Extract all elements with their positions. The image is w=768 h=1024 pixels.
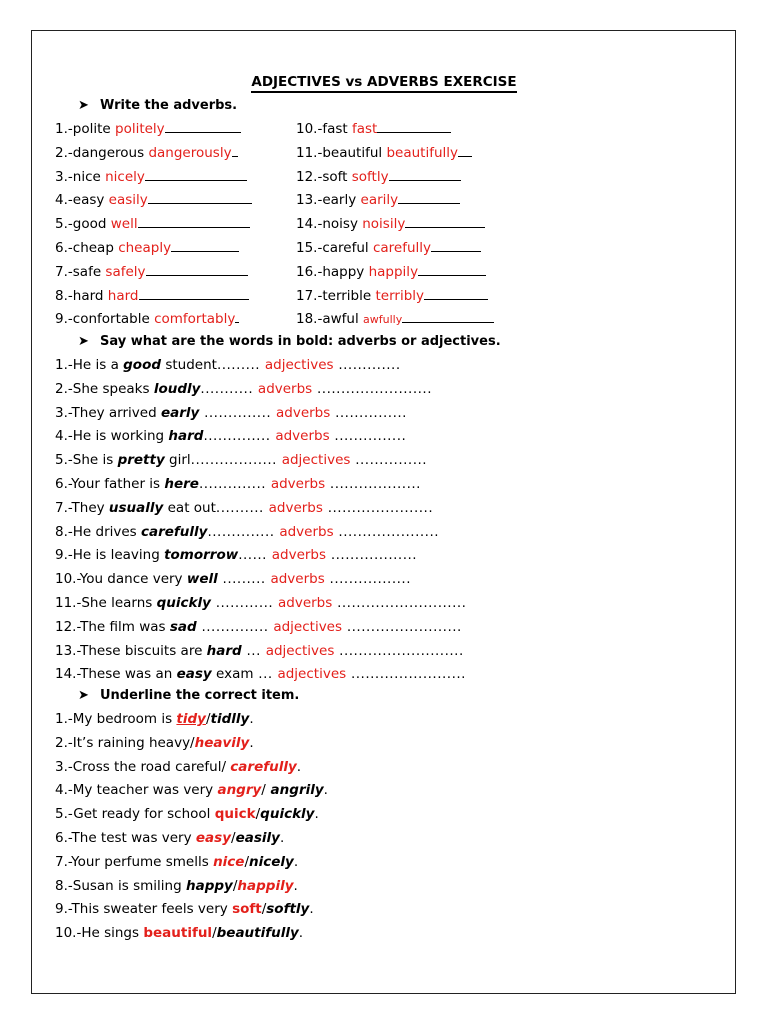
- answer-blank-line: [424, 288, 488, 300]
- underline-row: [55, 878, 298, 894]
- sentence-period: .: [323, 782, 328, 799]
- dotted-leader: ...........: [200, 380, 258, 397]
- sentence-period: .: [293, 877, 298, 894]
- option-b: softly: [266, 901, 310, 918]
- adverb-answer: carefully: [372, 240, 432, 256]
- bold-word: well: [186, 571, 218, 588]
- sentence-period: .: [249, 734, 254, 751]
- sentence-start: 9.-He is leaving: [55, 547, 165, 564]
- dotted-leader: ..............: [199, 404, 276, 421]
- option-b: angrily: [265, 782, 324, 799]
- classification-answer: adjectives: [265, 642, 335, 659]
- adverb-answer: awfully: [363, 313, 403, 327]
- item-number: 10.-: [296, 121, 323, 137]
- answer-blank-line: [377, 121, 451, 133]
- classification-answer: adjectives: [281, 452, 351, 469]
- dotted-leader: ...........................: [332, 595, 467, 611]
- adjective-word: nice: [72, 168, 106, 185]
- item-number: 17.-: [296, 287, 323, 304]
- classify-row: [55, 524, 439, 540]
- item-number: 15.-: [296, 240, 323, 256]
- option-a: tidy: [176, 711, 206, 727]
- classification-answer: adverbs: [257, 380, 313, 397]
- dotted-leader: .............: [333, 357, 401, 373]
- dotted-leader: ..........: [215, 499, 269, 516]
- item-number: 9.-: [55, 311, 73, 328]
- bold-word: hard: [206, 642, 242, 659]
- dotted-leader: .................: [324, 571, 411, 588]
- adverb-row: [55, 264, 248, 280]
- option-separator: /: [261, 901, 267, 918]
- option-b: happily: [237, 877, 294, 894]
- dotted-leader: ............: [210, 595, 278, 611]
- bold-word: easy: [176, 666, 212, 683]
- sentence-start: 2.-It’s raining heavy/: [55, 734, 195, 751]
- adverb-answer: cheaply: [118, 240, 172, 256]
- dotted-leader: ...................: [325, 476, 421, 492]
- dotted-leader: ..............: [203, 428, 276, 445]
- classify-row: [55, 357, 401, 373]
- adjective-word: awful: [322, 311, 364, 328]
- adverb-answer: noisily: [362, 216, 406, 233]
- classification-answer: adjectives: [277, 666, 347, 683]
- underline-row: [55, 806, 319, 822]
- adjective-word: safe: [72, 263, 106, 280]
- dotted-leader: ..............: [196, 618, 274, 635]
- classify-row: [55, 619, 462, 635]
- option-b: nicely: [249, 853, 294, 870]
- classify-row: [55, 500, 433, 516]
- item-number: 2.-: [55, 144, 73, 161]
- adjective-word: terrible: [322, 287, 376, 304]
- adverb-row: [55, 311, 239, 327]
- adverb-answer: earily: [360, 192, 399, 209]
- worksheet-title: ADJECTIVES vs ADVERBS EXERCISE: [0, 74, 768, 90]
- item-number: 8.-: [55, 287, 73, 304]
- sentence-end: student: [161, 357, 217, 373]
- sentence-start: 3.-Cross the road careful/: [55, 758, 231, 775]
- adverb-row: [296, 145, 472, 161]
- adverb-answer: terribly: [375, 287, 425, 304]
- sentence-period: .: [249, 711, 254, 727]
- answer-blank-line: [405, 216, 485, 228]
- item-number: 6.-: [55, 240, 73, 256]
- adverb-row: [296, 169, 461, 185]
- section3-heading: ➤ Underline the correct item.: [78, 688, 300, 703]
- adverb-row: [55, 192, 252, 208]
- sentence-end: girl: [164, 452, 191, 469]
- item-number: 5.-: [55, 216, 73, 233]
- classification-answer: adjectives: [264, 357, 334, 373]
- option-b: carefully: [230, 758, 297, 775]
- option-separator: /: [212, 925, 217, 942]
- option-a: soft: [232, 901, 262, 918]
- bold-word: pretty: [117, 452, 165, 469]
- item-number: 16.-: [296, 263, 323, 280]
- sentence-period: .: [293, 853, 299, 870]
- item-number: 18.-: [296, 311, 323, 328]
- dotted-leader: ........................: [312, 380, 433, 397]
- dotted-leader: ......: [238, 547, 272, 564]
- classify-row: [55, 547, 417, 563]
- dotted-leader: ..................: [190, 452, 282, 469]
- option-b: beautifully: [216, 925, 299, 942]
- classification-answer: adverbs: [270, 571, 325, 588]
- adverb-answer: nicely: [105, 168, 145, 185]
- answer-blank-line: [418, 264, 486, 276]
- dotted-leader: ........................: [342, 618, 462, 635]
- adverb-answer: fast: [352, 121, 378, 137]
- sentence-start: 11.-She learns: [55, 595, 157, 611]
- adverb-row: [296, 264, 486, 280]
- item-number: 3.-: [55, 168, 73, 185]
- adverb-row: [296, 288, 488, 304]
- arrow-bullet-icon: ➤: [78, 334, 89, 349]
- answer-blank-line: [389, 169, 461, 181]
- sentence-start: 1.-He is a: [55, 357, 124, 373]
- underline-row: [55, 854, 298, 870]
- adverb-answer: softly: [351, 168, 389, 185]
- adverb-row: [55, 288, 249, 304]
- sentence-start: 3.-They arrived: [55, 404, 161, 421]
- sentence-start: 8.-Susan is smiling: [55, 877, 186, 894]
- answer-blank-line: [458, 145, 472, 157]
- option-b: heavily: [194, 734, 250, 751]
- item-number: 11.-: [296, 144, 323, 161]
- sentence-start: 8.-He drives: [55, 523, 141, 540]
- classify-row: [55, 666, 466, 682]
- classification-answer: adjectives: [273, 618, 343, 635]
- adjective-word: careful: [322, 240, 373, 256]
- sentence-start: 4.-My teacher was very: [55, 782, 218, 799]
- sentence-start: 7.-Your perfume smells: [55, 853, 214, 870]
- bold-word: quickly: [156, 595, 211, 611]
- option-separator: /: [261, 782, 266, 799]
- option-a: easy: [195, 830, 232, 846]
- dotted-leader: .........: [217, 571, 271, 588]
- adjective-word: cheap: [72, 240, 119, 256]
- section2-heading: ➤ Say what are the words in bold: adverbs or adjectives.: [78, 334, 501, 349]
- underline-row: [55, 759, 301, 775]
- classification-answer: adverbs: [268, 499, 323, 516]
- item-number: 1.-: [55, 121, 73, 137]
- bold-word: here: [164, 476, 199, 492]
- adverb-row: [55, 240, 239, 256]
- sentence-start: 5.-Get ready for school: [55, 806, 215, 823]
- dotted-leader: ...: [253, 666, 278, 683]
- dotted-leader: ......................: [322, 499, 434, 516]
- sentence-start: 2.-She speaks: [55, 380, 154, 397]
- adverb-answer: hard: [107, 287, 139, 304]
- option-separator: /: [244, 853, 250, 870]
- option-b: easily: [235, 830, 280, 846]
- classify-row: [55, 381, 432, 397]
- bold-word: hard: [168, 428, 204, 445]
- sentence-end: eat out: [163, 499, 216, 516]
- sentence-period: .: [279, 830, 285, 846]
- answer-blank-line: [232, 145, 238, 157]
- sentence-start: 14.-These was an: [55, 666, 177, 683]
- option-a: nice: [213, 853, 245, 870]
- adjective-word: hard: [72, 287, 108, 304]
- dotted-leader: ..............: [207, 523, 280, 540]
- adjective-word: good: [72, 216, 111, 233]
- sentence-start: 10.-You dance very: [55, 571, 187, 588]
- underline-row: [55, 735, 254, 751]
- arrow-bullet-icon: ➤: [78, 688, 89, 703]
- answer-blank-line: [402, 311, 494, 323]
- underline-row: [55, 901, 314, 917]
- underline-row: [55, 711, 254, 727]
- adjective-word: dangerous: [72, 144, 149, 161]
- classify-row: [55, 405, 407, 421]
- sentence-end: exam: [211, 666, 254, 683]
- adjective-word: early: [322, 192, 361, 209]
- option-separator: /: [255, 806, 261, 823]
- classification-answer: adverbs: [275, 428, 330, 445]
- dotted-leader: ..............: [198, 476, 271, 492]
- bold-word: loudly: [153, 380, 201, 397]
- adjective-word: noisy: [322, 216, 363, 233]
- answer-blank-line: [235, 311, 239, 323]
- adverb-row: [296, 192, 460, 208]
- option-separator: /: [231, 830, 236, 846]
- bold-word: sad: [169, 618, 197, 635]
- adverb-answer: dangerously: [148, 144, 232, 161]
- adverb-row: [55, 145, 238, 161]
- adjective-word: easy: [72, 192, 109, 209]
- option-a: happy: [185, 877, 233, 894]
- adverb-answer: beautifully: [386, 144, 459, 161]
- adjective-word: confortable: [72, 311, 155, 328]
- dotted-leader: ...............: [330, 404, 407, 421]
- answer-blank-line: [171, 240, 239, 252]
- answer-blank-line: [431, 240, 481, 252]
- answer-blank-line: [146, 264, 248, 276]
- answer-blank-line: [138, 216, 250, 228]
- adverb-row: [296, 216, 485, 232]
- adverb-row: [55, 169, 247, 185]
- bold-word: good: [123, 357, 162, 373]
- sentence-start: 9.-This sweater feels very: [55, 901, 233, 918]
- adverb-answer: happily: [368, 263, 419, 280]
- classification-answer: adverbs: [279, 523, 334, 540]
- dotted-leader: ........................: [346, 666, 466, 683]
- sentence-start: 4.-He is working: [55, 428, 169, 445]
- dotted-leader: .....................: [333, 523, 440, 540]
- dotted-leader: ...............: [350, 452, 428, 469]
- item-number: 14.-: [296, 216, 323, 233]
- bold-word: usually: [108, 499, 164, 516]
- sentence-period: .: [309, 901, 314, 918]
- sentence-start: 13.-These biscuits are: [55, 642, 207, 659]
- sentence-start: 6.-The test was very: [55, 830, 196, 846]
- adverb-row: [296, 240, 481, 256]
- adverb-answer: easily: [108, 192, 148, 209]
- item-number: 13.-: [296, 192, 323, 209]
- adverb-answer: politely: [115, 121, 165, 137]
- dotted-leader: ..........................: [334, 642, 464, 659]
- adverb-answer: well: [110, 216, 138, 233]
- option-a: beautiful: [143, 925, 213, 942]
- underline-row: [55, 830, 284, 846]
- sentence-start: 6.-Your father is: [55, 476, 165, 492]
- item-number: 12.-: [296, 168, 323, 185]
- item-number: 7.-: [55, 263, 73, 280]
- adjective-word: polite: [72, 121, 115, 137]
- adjective-word: soft: [322, 168, 352, 185]
- option-separator: /: [205, 711, 211, 727]
- classify-row: [55, 428, 406, 444]
- adverb-row: [55, 216, 250, 232]
- option-separator: /: [232, 877, 238, 894]
- item-number: 4.-: [55, 192, 73, 209]
- adverb-row: [296, 311, 494, 328]
- sentence-period: .: [296, 758, 302, 775]
- adjective-word: fast: [322, 121, 352, 137]
- dotted-leader: ..................: [326, 547, 418, 564]
- classification-answer: adverbs: [277, 595, 333, 611]
- classify-row: [55, 595, 466, 611]
- sentence-start: 7.-They: [55, 499, 109, 516]
- option-a: angry: [217, 782, 262, 799]
- option-b: tidlly: [210, 711, 250, 727]
- option-b: quickly: [260, 806, 315, 823]
- classification-answer: adverbs: [271, 547, 327, 564]
- dotted-leader: ...............: [329, 428, 407, 445]
- underline-row: [55, 782, 328, 798]
- adjective-word: beautiful: [322, 144, 387, 161]
- classification-answer: adverbs: [275, 404, 331, 421]
- classify-row: [55, 643, 464, 659]
- answer-blank-line: [398, 192, 460, 204]
- adverb-answer: comfortably: [154, 311, 236, 328]
- bold-word: early: [160, 404, 200, 421]
- answer-blank-line: [145, 169, 247, 181]
- classification-answer: adverbs: [270, 476, 326, 492]
- classify-row: [55, 571, 411, 587]
- sentence-period: .: [298, 925, 304, 942]
- underline-row: [55, 925, 303, 941]
- arrow-bullet-icon: ➤: [78, 98, 89, 113]
- dotted-leader: .........: [216, 357, 265, 373]
- adverb-answer: safely: [105, 263, 146, 280]
- adjective-word: happy: [322, 263, 369, 280]
- sentence-period: .: [314, 806, 319, 823]
- answer-blank-line: [165, 121, 241, 133]
- answer-blank-line: [148, 192, 252, 204]
- answer-blank-line: [139, 288, 249, 300]
- option-a: quick: [214, 806, 256, 823]
- section1-heading: ➤ Write the adverbs.: [78, 98, 238, 113]
- bold-word: carefully: [141, 523, 208, 540]
- sentence-start: 1.-My bedroom is: [55, 711, 177, 727]
- bold-word: tomorrow: [164, 547, 239, 564]
- adverb-row: [296, 121, 451, 137]
- classify-row: [55, 452, 427, 468]
- adverb-row: [55, 121, 241, 137]
- sentence-start: 12.-The film was: [55, 618, 170, 635]
- classify-row: [55, 476, 421, 492]
- dotted-leader: ...: [241, 642, 266, 659]
- sentence-start: 5.-She is: [55, 452, 118, 469]
- sentence-start: 10.-He sings: [55, 925, 144, 942]
